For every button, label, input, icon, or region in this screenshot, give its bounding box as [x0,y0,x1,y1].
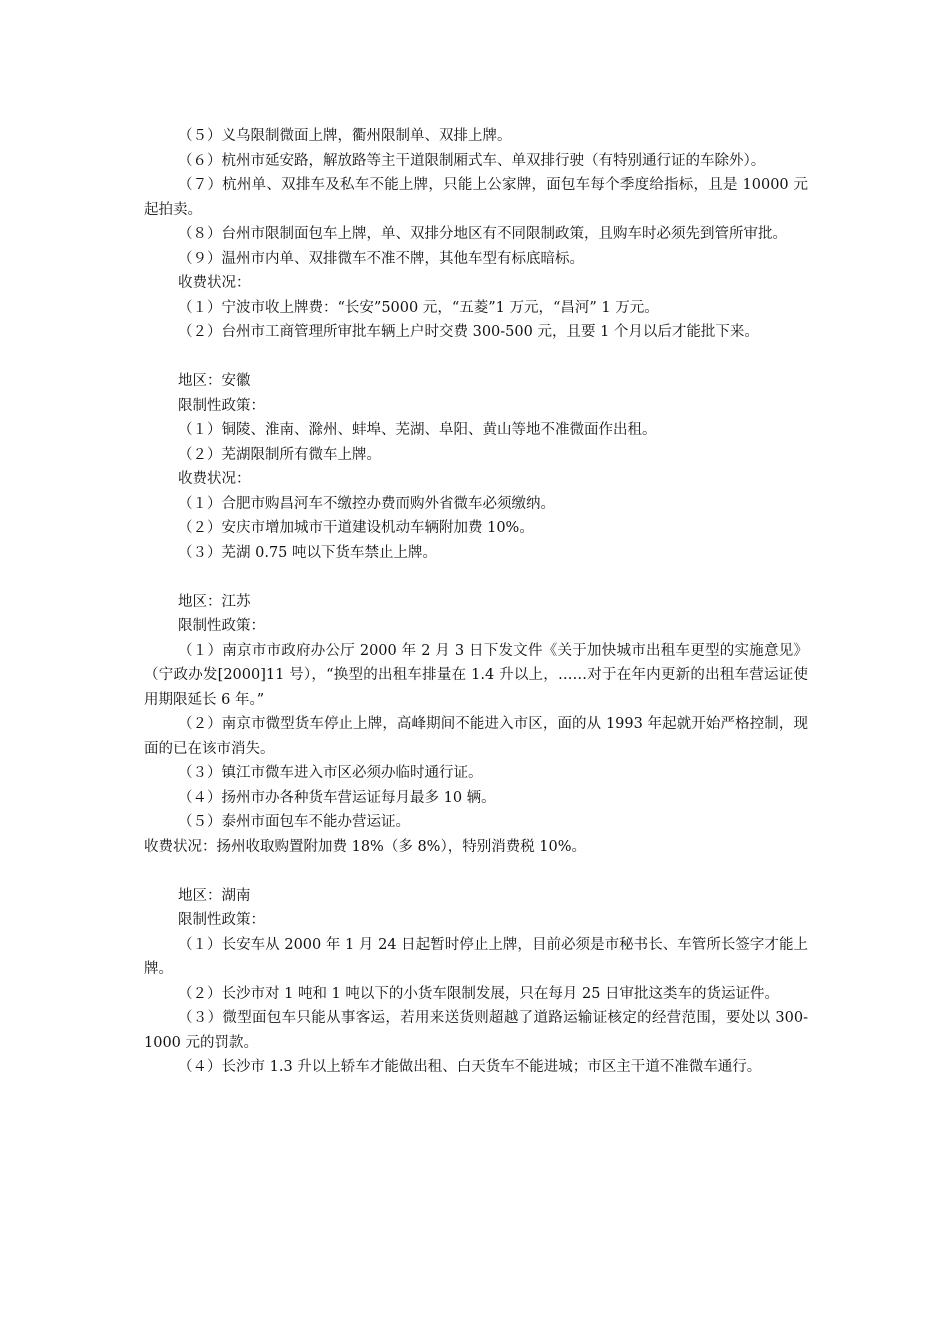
zhejiang-restriction-8: （８）台州市限制面包车上牌，单、双排分地区有不同限制政策，且购车时必须先到管所审批。 [178,226,787,242]
anhui-region-heading: 地区：安徽 [178,373,251,389]
hunan-restriction-1: （１）长安车从 2000 年 1 月 24 日起暂时停止上牌，目前必须是市秘书长、车管所长签字才能上牌。 [144,936,808,977]
jiangsu-restriction-1: （１）南京市市政府办公厅 2000 年 2 月 3 日下发文件《关于加快城市出租车更型的实施意见》（宁政办发[2000]11 号），“换型的出租车排量在 1.4 升以上，……对于在年内更新的出租车营运证使用期限延长 6 年。” [144,642,808,708]
jiangsu-region-heading: 地区：江苏 [178,593,251,610]
anhui-restrictions-heading: 限制性政策： [178,397,265,414]
section-gap [144,859,808,884]
document-body [144,124,808,1080]
section-gap [144,565,808,590]
anhui-fees-heading: 收费状况： [178,471,251,487]
zhejiang-restriction-7: （７）杭州单、双排车及私车不能上牌，只能上公家牌，面包车每个季度给指标，且是 10000 元起拍卖。 [144,177,808,218]
hunan-restriction-3: （３）微型面包车只能从事客运，若用来送货则超越了道路运输证核定的经营范围，要处以 300-1000 元的罚款。 [144,1010,808,1051]
section-gap [144,345,808,370]
zhejiang-fee-2: （２）台州市工商管理所审批车辆上户时交费 300-500 元，且要 1 个月以后才能批下来。 [178,324,759,340]
jiangsu-restriction-3: （３）镇江市微车进入市区必须办临时通行证。 [178,765,483,781]
jiangsu-fees-line: 收费状况：扬州收取购置附加费 18%（多 8%），特别消费税 10%。 [144,838,587,855]
anhui-restriction-2: （２）芜湖限制所有微车上牌。 [178,446,381,463]
jiangsu-restrictions-heading: 限制性政策： [178,618,265,634]
hunan-restriction-4: （４）长沙市 1.3 升以上轿车才能做出租、白天货车不能进城；市区主干道不准微车通行。 [178,1059,762,1075]
hunan-region-heading: 地区：湖南 [178,887,251,904]
zhejiang-fee-1: （１）宁波市收上牌费：“长安”5000 元，“五菱”1 万元，“昌河” 1 万元。 [178,299,659,316]
zhejiang-restriction-6: （６）杭州市延安路，解放路等主干道限制厢式车、单双排行驶（有特别通行证的车除外）。 [178,152,766,169]
anhui-fee-2: （２）安庆市增加城市干道建设机动车辆附加费 10%。 [178,520,534,536]
anhui-fee-1: （１）合肥市购昌河车不缴控办费而购外省微车必须缴纳。 [178,495,555,512]
zhejiang-restriction-9: （９）温州市内单、双排微车不准不牌，其他车型有标底暗标。 [178,250,584,267]
zhejiang-fees-heading: 收费状况： [178,275,251,291]
jiangsu-restriction-5: （５）泰州市面包车不能办营运证。 [178,814,410,830]
jiangsu-restriction-2: （２）南京市微型货车停止上牌，高峰期间不能进入市区，面的从 1993 年起就开始严格控制，现面的已在该市消失。 [144,716,808,757]
hunan-restriction-2: （２）长沙市对 1 吨和 1 吨以下的小货车限制发展，只在每月 25 日审批这类车的货运证件。 [178,985,780,1002]
hunan-restrictions-heading: 限制性政策： [178,912,265,928]
zhejiang-restriction-5: （５）义乌限制微面上牌，衢州限制单、双排上牌。 [178,128,512,144]
anhui-fee-3: （３）芜湖 0.75 吨以下货车禁止上牌。 [178,544,438,561]
anhui-restriction-1: （１）铜陵、淮南、滁州、蚌埠、芜湖、阜阳、黄山等地不准微面作出租。 [178,422,657,438]
jiangsu-restriction-4: （４）扬州市办各种货车营运证每月最多 10 辆。 [178,789,496,806]
